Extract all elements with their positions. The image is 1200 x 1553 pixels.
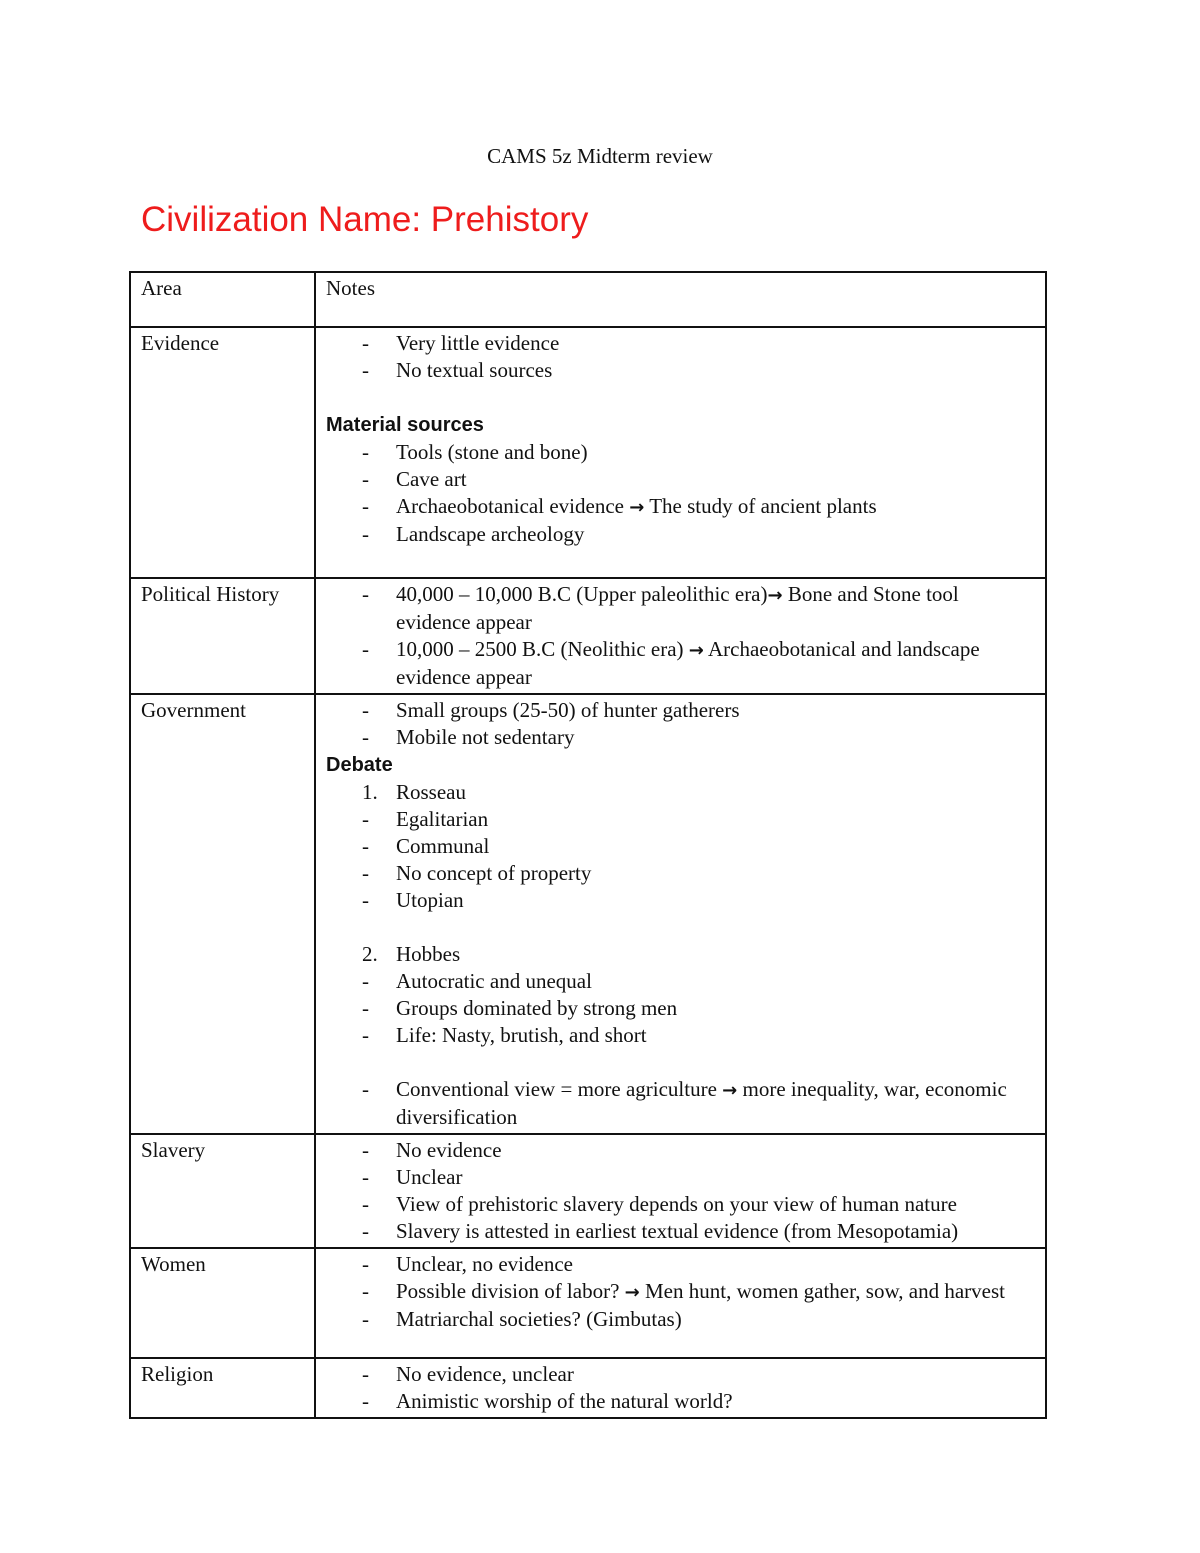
arrow-right-icon: → <box>688 640 704 661</box>
list-item: - No evidence, unclear <box>362 1362 574 1386</box>
review-table <box>129 271 1047 1419</box>
area-cell: Religion <box>130 1358 315 1418</box>
list-item: - Animistic worship of the natural world? <box>362 1389 733 1413</box>
list-item: - Life: Nasty, brutish, and short <box>362 1023 647 1047</box>
list-item: - Utopian <box>362 888 464 912</box>
numbered-item: 1. Rosseau <box>362 780 466 804</box>
table-row <box>130 327 1046 578</box>
list-item: - Archaeobotanical evidence → The study of ancient plants <box>362 494 877 518</box>
list-item: - No textual sources <box>362 358 553 382</box>
list-item: - Very little evidence <box>362 331 560 355</box>
notes-cell <box>315 1134 1046 1248</box>
notes-cell <box>315 1358 1046 1418</box>
list-item: - Slavery is attested in earliest textual evidence (from Mesopotamia) <box>362 1219 959 1243</box>
notes-cell <box>315 327 1046 578</box>
list-item: - Unclear, no evidence <box>362 1252 573 1276</box>
table-header-row <box>130 272 1046 327</box>
numbered-item: 2. Hobbes <box>362 942 461 966</box>
list-item: - Communal <box>362 834 490 858</box>
area-cell: Women <box>130 1248 315 1358</box>
notes-cell <box>315 578 1046 694</box>
sub-heading: Debate <box>326 754 393 776</box>
area-cell: Government <box>130 694 315 1134</box>
list-item: - 10,000 – 2500 B.C (Neolithic era) → Archaeobotanical and landscape evidence appear <box>362 637 980 689</box>
area-cell: Political History <box>130 578 315 694</box>
list-item: - Tools (stone and bone) <box>362 440 588 464</box>
list-item: - Conventional view = more agriculture → more inequality, war, economic diversification <box>362 1077 1007 1129</box>
list-item: - Matriarchal societies? (Gimbutas) <box>362 1307 682 1331</box>
arrow-right-icon: → <box>624 1282 640 1303</box>
list-item: - Egalitarian <box>362 807 489 831</box>
area-cell: Evidence <box>130 327 315 578</box>
arrow-right-icon: → <box>722 1080 738 1101</box>
arrow-right-icon: → <box>767 585 783 606</box>
table-row <box>130 578 1046 694</box>
list-item: - No concept of property <box>362 861 592 885</box>
list-item: - Unclear <box>362 1165 463 1189</box>
list-item: - Cave art <box>362 467 467 491</box>
list-item: - Small groups (25-50) of hunter gatherers <box>362 698 740 722</box>
list-item: - No evidence <box>362 1138 502 1162</box>
list-item: - Groups dominated by strong men <box>362 996 678 1020</box>
list-item: - View of prehistoric slavery depends on your view of human nature <box>362 1192 957 1216</box>
list-item: - Mobile not sedentary <box>362 725 575 749</box>
list-item: - Landscape archeology <box>362 522 585 546</box>
list-item: - Possible division of labor? → Men hunt, women gather, sow, and harvest <box>362 1279 1005 1303</box>
notes-cell <box>315 1248 1046 1358</box>
area-cell: Slavery <box>130 1134 315 1248</box>
list-item: - 40,000 – 10,000 B.C (Upper paleolithic era)→ Bone and Stone tool evidence appear <box>362 582 959 634</box>
sub-heading: Material sources <box>326 414 484 436</box>
arrow-right-icon: → <box>629 497 645 518</box>
civilization-heading: Civilization Name: Prehistory <box>141 200 589 239</box>
notes-cell <box>315 694 1046 1134</box>
table-row <box>130 1248 1046 1358</box>
header-notes: Notes <box>315 272 1046 327</box>
table-row <box>130 1358 1046 1418</box>
table-row <box>130 694 1046 1134</box>
document-title: CAMS 5z Midterm review <box>487 144 713 168</box>
header-area: Area <box>130 272 315 327</box>
list-item: - Autocratic and unequal <box>362 969 592 993</box>
table-row <box>130 1134 1046 1248</box>
